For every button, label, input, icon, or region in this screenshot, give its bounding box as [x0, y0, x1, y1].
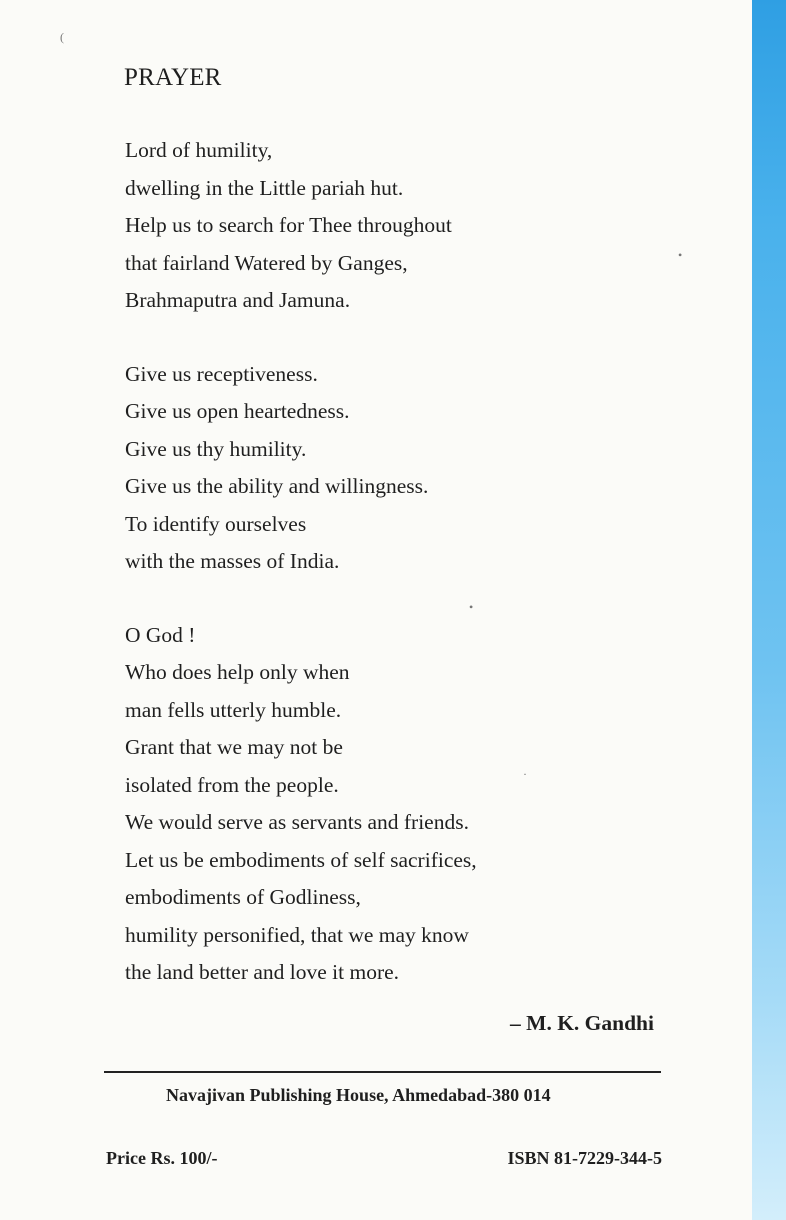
publisher-line: Navajivan Publishing House, Ahmedabad-380 014: [166, 1085, 551, 1105]
poem-line: Let us be embodiments of self sacrifices,: [125, 847, 477, 872]
blue-edge-strip: [752, 0, 786, 1220]
poem-line: the land better and love it more.: [125, 960, 400, 984]
poem-line: Grant that we may not be: [125, 735, 343, 759]
stanza-1: [125, 132, 477, 320]
poem-line: Give us receptiveness.: [125, 361, 318, 386]
poem-line: isolated from the people.: [125, 772, 339, 797]
poem-line: man fells utterly humble.: [125, 697, 342, 722]
poem-line: that fairland Watered by Ganges,: [125, 250, 408, 275]
scan-speck: •: [678, 248, 683, 262]
stanza-2: [125, 356, 477, 581]
prayer-poem: [125, 132, 477, 992]
page-title: PRAYER: [124, 64, 222, 91]
footer-divider: [104, 1071, 661, 1073]
poem-line: Who does help only when: [125, 660, 350, 684]
scan-speck: •: [469, 600, 474, 614]
poem-line: Lord of humility,: [125, 138, 273, 162]
poem-line: O God !: [125, 622, 196, 647]
poem-line: dwelling in the Little pariah hut.: [125, 175, 404, 200]
scan-speck: ·: [523, 767, 527, 781]
poem-line: with the masses of India.: [125, 549, 340, 573]
poem-line: We would serve as servants and friends.: [125, 810, 469, 834]
poem-line: Give us the ability and willingness.: [125, 474, 429, 498]
poem-line: Help us to search for Thee throughout: [125, 213, 452, 237]
poem-line: humility personified, that we may know: [125, 922, 469, 947]
isbn-label: ISBN 81-7229-344-5: [507, 1148, 662, 1168]
author-signature: – M. K. Gandhi: [510, 1011, 654, 1035]
poem-line: To identify ourselves: [125, 511, 307, 536]
poem-line: Brahmaputra and Jamuna.: [125, 288, 351, 312]
poem-line: embodiments of Godliness,: [125, 885, 361, 909]
price-label: Price Rs. 100/-: [106, 1148, 218, 1168]
scan-speck: (: [60, 30, 64, 44]
poem-line: Give us thy humility.: [125, 436, 307, 461]
poem-line: Give us open heartedness.: [125, 399, 350, 423]
stanza-3: [125, 617, 477, 992]
